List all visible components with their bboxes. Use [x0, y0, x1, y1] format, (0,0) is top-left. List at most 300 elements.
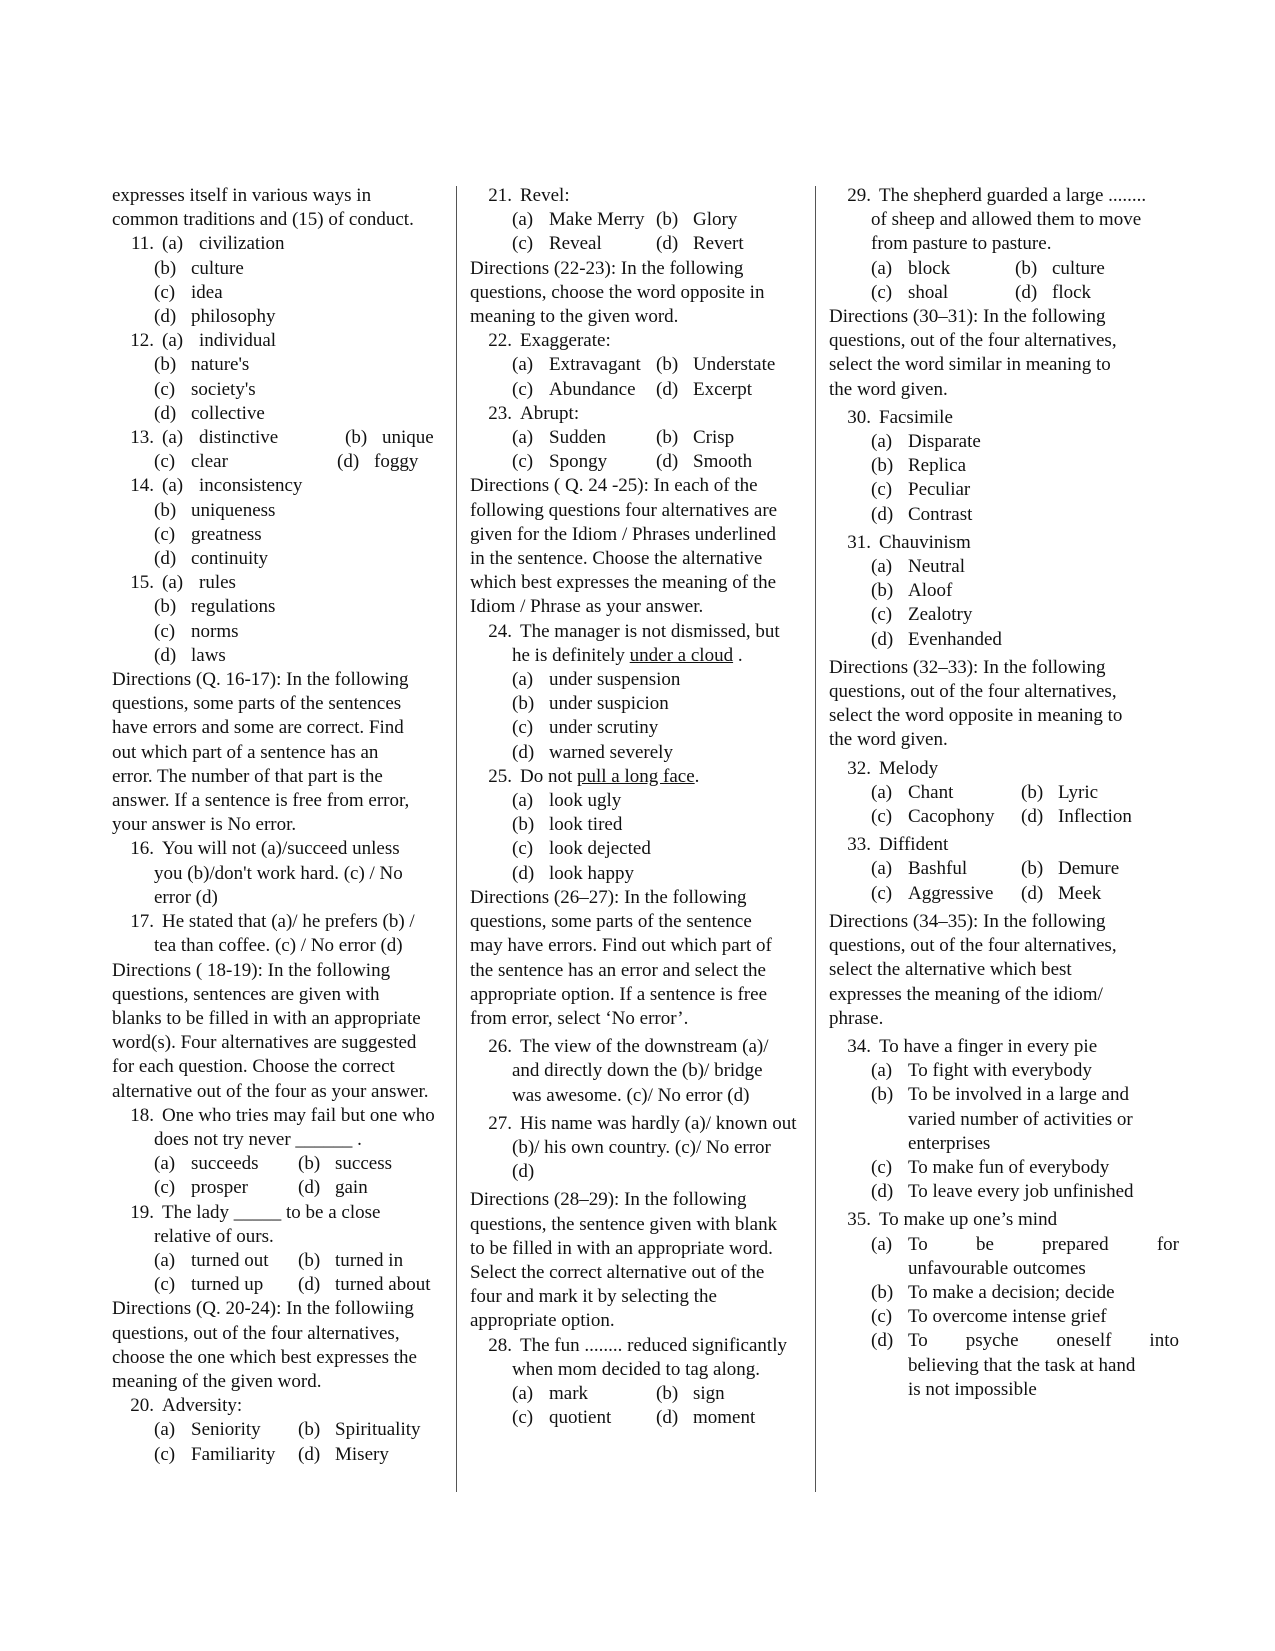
directions-line: the word given.	[829, 729, 948, 751]
question-text: you (b)/don't work hard. (c) / No	[154, 862, 403, 884]
option-text: Spongy	[549, 451, 608, 473]
directions-20-24	[112, 1297, 452, 1394]
question-text: he is definitely	[512, 644, 630, 666]
directions-line: Directions (32–33): In the following	[829, 656, 1106, 678]
option-label: (b)	[154, 596, 177, 618]
option-label: (c)	[512, 233, 534, 255]
option-text: culture	[191, 257, 244, 279]
option-text: gain	[335, 1177, 368, 1199]
option-text: quotient	[549, 1407, 612, 1429]
question-11	[112, 232, 452, 329]
option-label: (d)	[337, 451, 360, 473]
option-text: sign	[693, 1382, 725, 1404]
directions-22-23	[470, 257, 815, 330]
option-label: (a)	[871, 257, 893, 279]
option-label: (b)	[656, 427, 679, 449]
option-text: Make Merry	[549, 209, 645, 231]
option-text: society's	[191, 378, 256, 400]
directions-line: Directions (34–35): In the following	[829, 910, 1106, 932]
option-text: Aggressive	[908, 882, 994, 904]
directions-line: the sentence has an error and select the	[470, 959, 766, 981]
directions-line: Directions (Q. 16-17): In the following	[112, 669, 409, 691]
question-27	[470, 1112, 815, 1185]
option-text: Zealotry	[908, 604, 973, 626]
option-label: (a)	[512, 209, 534, 231]
option-label: (d)	[656, 233, 679, 255]
option-text: To overcome intense grief	[908, 1306, 1107, 1328]
question-28	[470, 1334, 815, 1431]
option-text: Crisp	[693, 427, 735, 449]
question-text: of sheep and allowed them to move	[871, 209, 1142, 231]
question-20	[112, 1394, 452, 1467]
directions-line: answer. If a sentence is free from error,	[112, 790, 410, 812]
option-text: believing that the task at hand	[908, 1354, 1136, 1376]
option-label: (c)	[154, 620, 176, 642]
option-label: (b)	[154, 257, 177, 279]
option-label: (b)	[512, 814, 535, 836]
option-text: look ugly	[549, 790, 622, 812]
option-text: Demure	[1058, 858, 1120, 880]
question-30	[829, 406, 1179, 527]
option-label: (b)	[512, 693, 535, 715]
option-text: foggy	[374, 451, 419, 473]
passage-line: expresses itself in various ways in	[112, 185, 372, 206]
directions-line: select the word similar in meaning to	[829, 354, 1111, 376]
question-21	[470, 184, 815, 257]
option-label: (c)	[154, 281, 176, 303]
option-text: Familiarity	[191, 1443, 276, 1465]
question-text: The fun ........ reduced significantly	[520, 1334, 787, 1356]
question-number: 21.	[488, 185, 512, 206]
directions-line: Directions (28–29): In the following	[470, 1189, 747, 1211]
option-text: Revert	[693, 233, 744, 255]
directions-line: questions, some parts of the sentences	[112, 693, 402, 715]
option-label: (c)	[154, 378, 176, 400]
option-label: (d)	[154, 402, 177, 424]
option-text: moment	[693, 1407, 756, 1429]
option-text: To be prepared for	[908, 1233, 1179, 1255]
option-label: (d)	[871, 628, 894, 650]
directions-30-31	[829, 305, 1179, 402]
option-text: rules	[199, 572, 236, 594]
question-16	[112, 837, 452, 910]
option-label: (a)	[162, 427, 184, 449]
question-idiom: To have a finger in every pie	[879, 1035, 1098, 1057]
question-number: 34.	[847, 1035, 871, 1057]
option-text: inconsistency	[199, 475, 303, 497]
directions-line: alternative out of the four as your answer.	[112, 1080, 429, 1102]
option-label: (c)	[871, 604, 893, 626]
option-text: Chant	[908, 781, 954, 803]
question-35	[829, 1208, 1179, 1402]
option-text: warned severely	[549, 741, 673, 763]
directions-line: have errors and some are correct. Find	[112, 717, 404, 739]
directions-line: questions, the sentence given with blank	[470, 1213, 778, 1235]
option-label: (c)	[154, 523, 176, 545]
option-label: (d)	[154, 548, 177, 570]
option-text: under suspicion	[549, 693, 669, 715]
question-number: 28.	[488, 1334, 512, 1356]
option-text: Understate	[693, 354, 776, 376]
column-2	[470, 184, 815, 1430]
option-label: (a)	[871, 431, 893, 453]
question-number: 23.	[488, 402, 512, 424]
question-13	[112, 426, 452, 474]
option-label: (a)	[512, 427, 534, 449]
option-text: look tired	[549, 814, 623, 836]
option-label: (b)	[345, 427, 368, 449]
directions-line: choose the one which best expresses the	[112, 1346, 417, 1368]
directions-line: Directions (30–31): In the following	[829, 306, 1106, 328]
question-text: (d)	[512, 1161, 535, 1183]
option-text: is not impossible	[908, 1378, 1037, 1400]
option-label: (a)	[154, 1419, 176, 1441]
question-word: Exaggerate:	[520, 330, 611, 352]
passage-line: common traditions and (15) of conduct.	[112, 209, 414, 231]
question-number: 13.	[130, 427, 154, 449]
directions-line: four and mark it by selecting the	[470, 1286, 717, 1308]
question-number: 12.	[130, 330, 154, 352]
option-label: (a)	[162, 330, 184, 352]
option-label: (d)	[298, 1177, 321, 1199]
question-15	[112, 571, 452, 668]
question-number: 14.	[130, 475, 154, 497]
question-text: Do not	[520, 765, 577, 787]
question-text: (b)/ his own country. (c)/ No error	[512, 1136, 771, 1158]
directions-line: Directions ( 18-19): In the following	[112, 959, 391, 981]
option-label: (b)	[656, 1382, 679, 1404]
option-text: look dejected	[549, 838, 651, 860]
option-text: Seniority	[191, 1419, 261, 1441]
option-text: collective	[191, 402, 265, 424]
option-label: (d)	[512, 741, 535, 763]
directions-line: questions, out of the four alternatives,	[829, 681, 1117, 703]
option-text: under suspension	[549, 669, 681, 691]
directions-line: your answer is No error.	[112, 814, 297, 836]
column-1	[112, 184, 452, 1467]
question-number: 17.	[130, 911, 154, 933]
question-number: 11.	[130, 233, 154, 255]
option-label: (c)	[512, 451, 534, 473]
option-text: distinctive	[199, 427, 279, 449]
option-label: (d)	[656, 1407, 679, 1429]
directions-line: given for the Idiom / Phrases underlined	[470, 523, 777, 545]
question-text: The manager is not dismissed, but	[520, 620, 780, 642]
directions-line: questions, choose the word opposite in	[470, 281, 765, 303]
option-text: To psyche oneself into	[908, 1330, 1179, 1352]
option-text: shoal	[908, 281, 949, 303]
option-label: (b)	[154, 499, 177, 521]
question-text: relative of ours.	[154, 1225, 274, 1247]
option-label: (c)	[871, 1156, 893, 1178]
option-text: To leave every job unfinished	[908, 1181, 1134, 1203]
option-text: Contrast	[908, 503, 973, 525]
option-label: (c)	[512, 1407, 534, 1429]
question-19	[112, 1201, 452, 1298]
option-text: Cacophony	[908, 806, 995, 828]
question-text: The lady _____ to be a close	[162, 1201, 381, 1223]
option-text: succeeds	[191, 1153, 259, 1175]
directions-24-25	[470, 474, 815, 619]
option-text: Disparate	[908, 431, 981, 453]
directions-32-33	[829, 656, 1179, 753]
option-text: philosophy	[191, 306, 276, 328]
question-31	[829, 531, 1179, 652]
question-text: when mom decided to tag along.	[512, 1358, 760, 1380]
option-label: (c)	[512, 838, 534, 860]
question-number: 31.	[847, 531, 871, 553]
option-label: (c)	[871, 806, 893, 828]
option-text: Neutral	[908, 556, 965, 578]
option-text: turned up	[191, 1274, 264, 1296]
directions-line: Select the correct alternative out of the	[470, 1261, 765, 1283]
option-text: Meek	[1058, 882, 1102, 904]
option-label: (b)	[1015, 257, 1038, 279]
column-3	[829, 184, 1179, 1402]
option-label: (d)	[512, 862, 535, 884]
option-label: (a)	[162, 572, 184, 594]
question-32	[829, 757, 1179, 830]
option-label: (b)	[871, 455, 894, 477]
question-text: One who tries may fail but one who	[162, 1104, 435, 1126]
option-text: Aloof	[908, 580, 953, 602]
question-number: 18.	[130, 1104, 154, 1126]
question-number: 22.	[488, 330, 512, 352]
option-text: unique	[382, 427, 434, 449]
option-text: Glory	[693, 209, 738, 231]
option-label: (d)	[656, 451, 679, 473]
directions-line: to be filled in with an appropriate word.	[470, 1237, 773, 1259]
question-number: 33.	[847, 834, 871, 856]
directions-line: Directions (Q. 20-24): In the followiing	[112, 1298, 414, 1320]
option-text: Spirituality	[335, 1419, 421, 1441]
option-text: To make a decision; decide	[908, 1281, 1115, 1303]
option-text: norms	[191, 620, 239, 642]
option-label: (a)	[154, 1249, 176, 1271]
option-label: (d)	[871, 1181, 894, 1203]
question-word: Diffident	[879, 834, 949, 856]
option-label: (d)	[656, 378, 679, 400]
directions-line: expresses the meaning of the idiom/	[829, 983, 1103, 1005]
question-text: tea than coffee. (c) / No error (d)	[154, 935, 403, 957]
option-label: (a)	[512, 354, 534, 376]
directions-line: questions, sentences are given with	[112, 983, 380, 1005]
option-label: (d)	[871, 503, 894, 525]
option-text: Abundance	[549, 378, 636, 400]
option-text: laws	[191, 644, 226, 666]
option-text: clear	[191, 451, 228, 473]
option-text: To make fun of everybody	[908, 1156, 1110, 1178]
question-number: 30.	[847, 406, 871, 428]
option-text: Smooth	[693, 451, 753, 473]
option-label: (b)	[871, 1281, 894, 1303]
column-divider	[456, 186, 457, 1492]
directions-line: questions, some parts of the sentence	[470, 911, 752, 933]
question-number: 20.	[130, 1395, 154, 1417]
question-text: The view of the downstream (a)/	[520, 1036, 769, 1058]
option-label: (c)	[512, 378, 534, 400]
directions-line: questions, out of the four alternatives,	[112, 1322, 400, 1344]
question-word: Chauvinism	[879, 531, 971, 553]
option-label: (c)	[154, 1443, 176, 1465]
option-text: success	[335, 1153, 392, 1175]
question-word: Revel:	[520, 185, 570, 206]
option-label: (a)	[162, 233, 184, 255]
option-label: (d)	[298, 1274, 321, 1296]
option-label: (c)	[871, 479, 893, 501]
option-label: (d)	[1021, 882, 1044, 904]
option-text: varied number of activities or	[908, 1108, 1133, 1130]
directions-line: meaning of the given word.	[112, 1370, 322, 1392]
question-number: 24.	[488, 620, 512, 642]
directions-16-17	[112, 668, 452, 837]
directions-line: select the word opposite in meaning to	[829, 705, 1123, 727]
option-label: (a)	[512, 790, 534, 812]
question-number: 19.	[130, 1201, 154, 1223]
option-label: (c)	[871, 882, 893, 904]
question-number: 35.	[847, 1209, 871, 1231]
option-text: turned about	[335, 1274, 431, 1296]
directions-34-35	[829, 910, 1179, 1031]
directions-line: following questions four alternatives are	[470, 499, 778, 521]
directions-line: Directions (26–27): In the following	[470, 886, 747, 908]
option-label: (c)	[154, 451, 176, 473]
directions-line: meaning to the given word.	[470, 306, 679, 328]
option-text: Reveal	[549, 233, 602, 255]
question-22	[470, 329, 815, 402]
option-text: culture	[1052, 257, 1105, 279]
option-label: (b)	[871, 580, 894, 602]
option-label: (a)	[871, 1060, 893, 1082]
option-text: unfavourable outcomes	[908, 1257, 1086, 1279]
question-word: Melody	[879, 757, 939, 779]
question-text: You will not (a)/succeed unless	[162, 838, 400, 860]
option-label: (d)	[298, 1443, 321, 1465]
option-label: (d)	[154, 306, 177, 328]
directions-line: from error, select ‘No error’.	[470, 1007, 689, 1029]
option-label: (a)	[512, 669, 534, 691]
directions-line: blanks to be filled in with an appropriate	[112, 1007, 421, 1029]
option-text: Replica	[908, 455, 967, 477]
column-divider	[815, 186, 816, 1492]
option-label: (b)	[656, 354, 679, 376]
option-text: Extravagant	[549, 354, 641, 376]
directions-line: in the sentence. Choose the alternative	[470, 548, 763, 570]
option-label: (b)	[1021, 858, 1044, 880]
option-label: (a)	[871, 556, 893, 578]
option-text: idea	[191, 281, 223, 303]
directions-line: Directions (22-23): In the following	[470, 257, 744, 279]
question-number: 29.	[847, 185, 871, 206]
option-text: civilization	[199, 233, 285, 255]
option-text: Inflection	[1058, 806, 1132, 828]
question-12	[112, 329, 452, 426]
option-label: (b)	[871, 1084, 894, 1106]
option-label: (a)	[512, 1382, 534, 1404]
option-text: regulations	[191, 596, 276, 618]
question-text: The shepherd guarded a large ........	[879, 185, 1147, 206]
option-text: turned in	[335, 1249, 404, 1271]
question-word: Facsimile	[879, 406, 953, 428]
question-25	[470, 765, 815, 886]
question-33	[829, 833, 1179, 906]
question-number: 27.	[488, 1112, 512, 1134]
option-text: block	[908, 257, 951, 279]
question-word: Abrupt:	[520, 402, 580, 424]
option-text: enterprises	[908, 1132, 991, 1154]
question-text: does not try never ______ .	[154, 1128, 362, 1150]
directions-line: error. The number of that part is the	[112, 765, 383, 787]
option-text: uniqueness	[191, 499, 276, 521]
directions-line: the word given.	[829, 378, 948, 400]
question-14	[112, 474, 452, 571]
question-text: He stated that (a)/ he prefers (b) /	[162, 911, 415, 933]
question-text: from pasture to pasture.	[871, 233, 1052, 255]
option-text: greatness	[191, 523, 262, 545]
option-label: (d)	[1021, 806, 1044, 828]
option-text: Evenhanded	[908, 628, 1002, 650]
directions-line: questions, out of the four alternatives,	[829, 330, 1117, 352]
option-text: nature's	[191, 354, 250, 376]
option-text: Bashful	[908, 858, 968, 880]
option-text: continuity	[191, 548, 269, 570]
option-label: (b)	[1021, 781, 1044, 803]
option-text: Lyric	[1058, 781, 1099, 803]
question-number: 32.	[847, 757, 871, 779]
option-label: (c)	[154, 1274, 176, 1296]
directions-line: select the alternative which best	[829, 959, 1072, 981]
option-label: (d)	[1015, 281, 1038, 303]
question-17	[112, 910, 452, 958]
directions-line: Directions ( Q. 24 -25): In each of the	[470, 475, 758, 497]
option-text: under scrutiny	[549, 717, 659, 739]
option-text: Excerpt	[693, 378, 753, 400]
directions-line: which best expresses the meaning of the	[470, 572, 777, 594]
option-label: (a)	[871, 1233, 893, 1255]
directions-18-19	[112, 959, 452, 1104]
option-label: (b)	[298, 1249, 321, 1271]
option-text: Peculiar	[908, 479, 971, 501]
option-text: prosper	[191, 1177, 248, 1199]
option-label: (a)	[871, 858, 893, 880]
option-label: (c)	[871, 281, 893, 303]
option-text: Misery	[335, 1443, 389, 1465]
question-text: was awesome. (c)/ No error (d)	[512, 1084, 750, 1106]
option-label: (d)	[871, 1330, 894, 1352]
underlined-idiom: pull a long face	[577, 765, 695, 787]
option-text: flock	[1052, 281, 1092, 303]
option-label: (b)	[298, 1153, 321, 1175]
underlined-idiom: under a cloud	[629, 644, 734, 666]
option-label: (d)	[154, 644, 177, 666]
option-label: (c)	[512, 717, 534, 739]
directions-line: appropriate option. If a sentence is free	[470, 983, 768, 1005]
question-text: .	[733, 644, 743, 666]
question-idiom: To make up one’s mind	[879, 1209, 1058, 1231]
option-label: (a)	[154, 1153, 176, 1175]
question-number: 25.	[488, 765, 512, 787]
option-text: mark	[549, 1382, 589, 1404]
question-24	[470, 620, 815, 765]
option-text: To be involved in a large and	[908, 1084, 1129, 1106]
option-text: individual	[199, 330, 277, 352]
question-number: 16.	[130, 838, 154, 860]
directions-line: word(s). Four alternatives are suggested	[112, 1032, 417, 1054]
option-label: (a)	[871, 781, 893, 803]
directions-line: appropriate option.	[470, 1310, 615, 1332]
option-text: look happy	[549, 862, 634, 884]
question-29	[829, 184, 1179, 305]
